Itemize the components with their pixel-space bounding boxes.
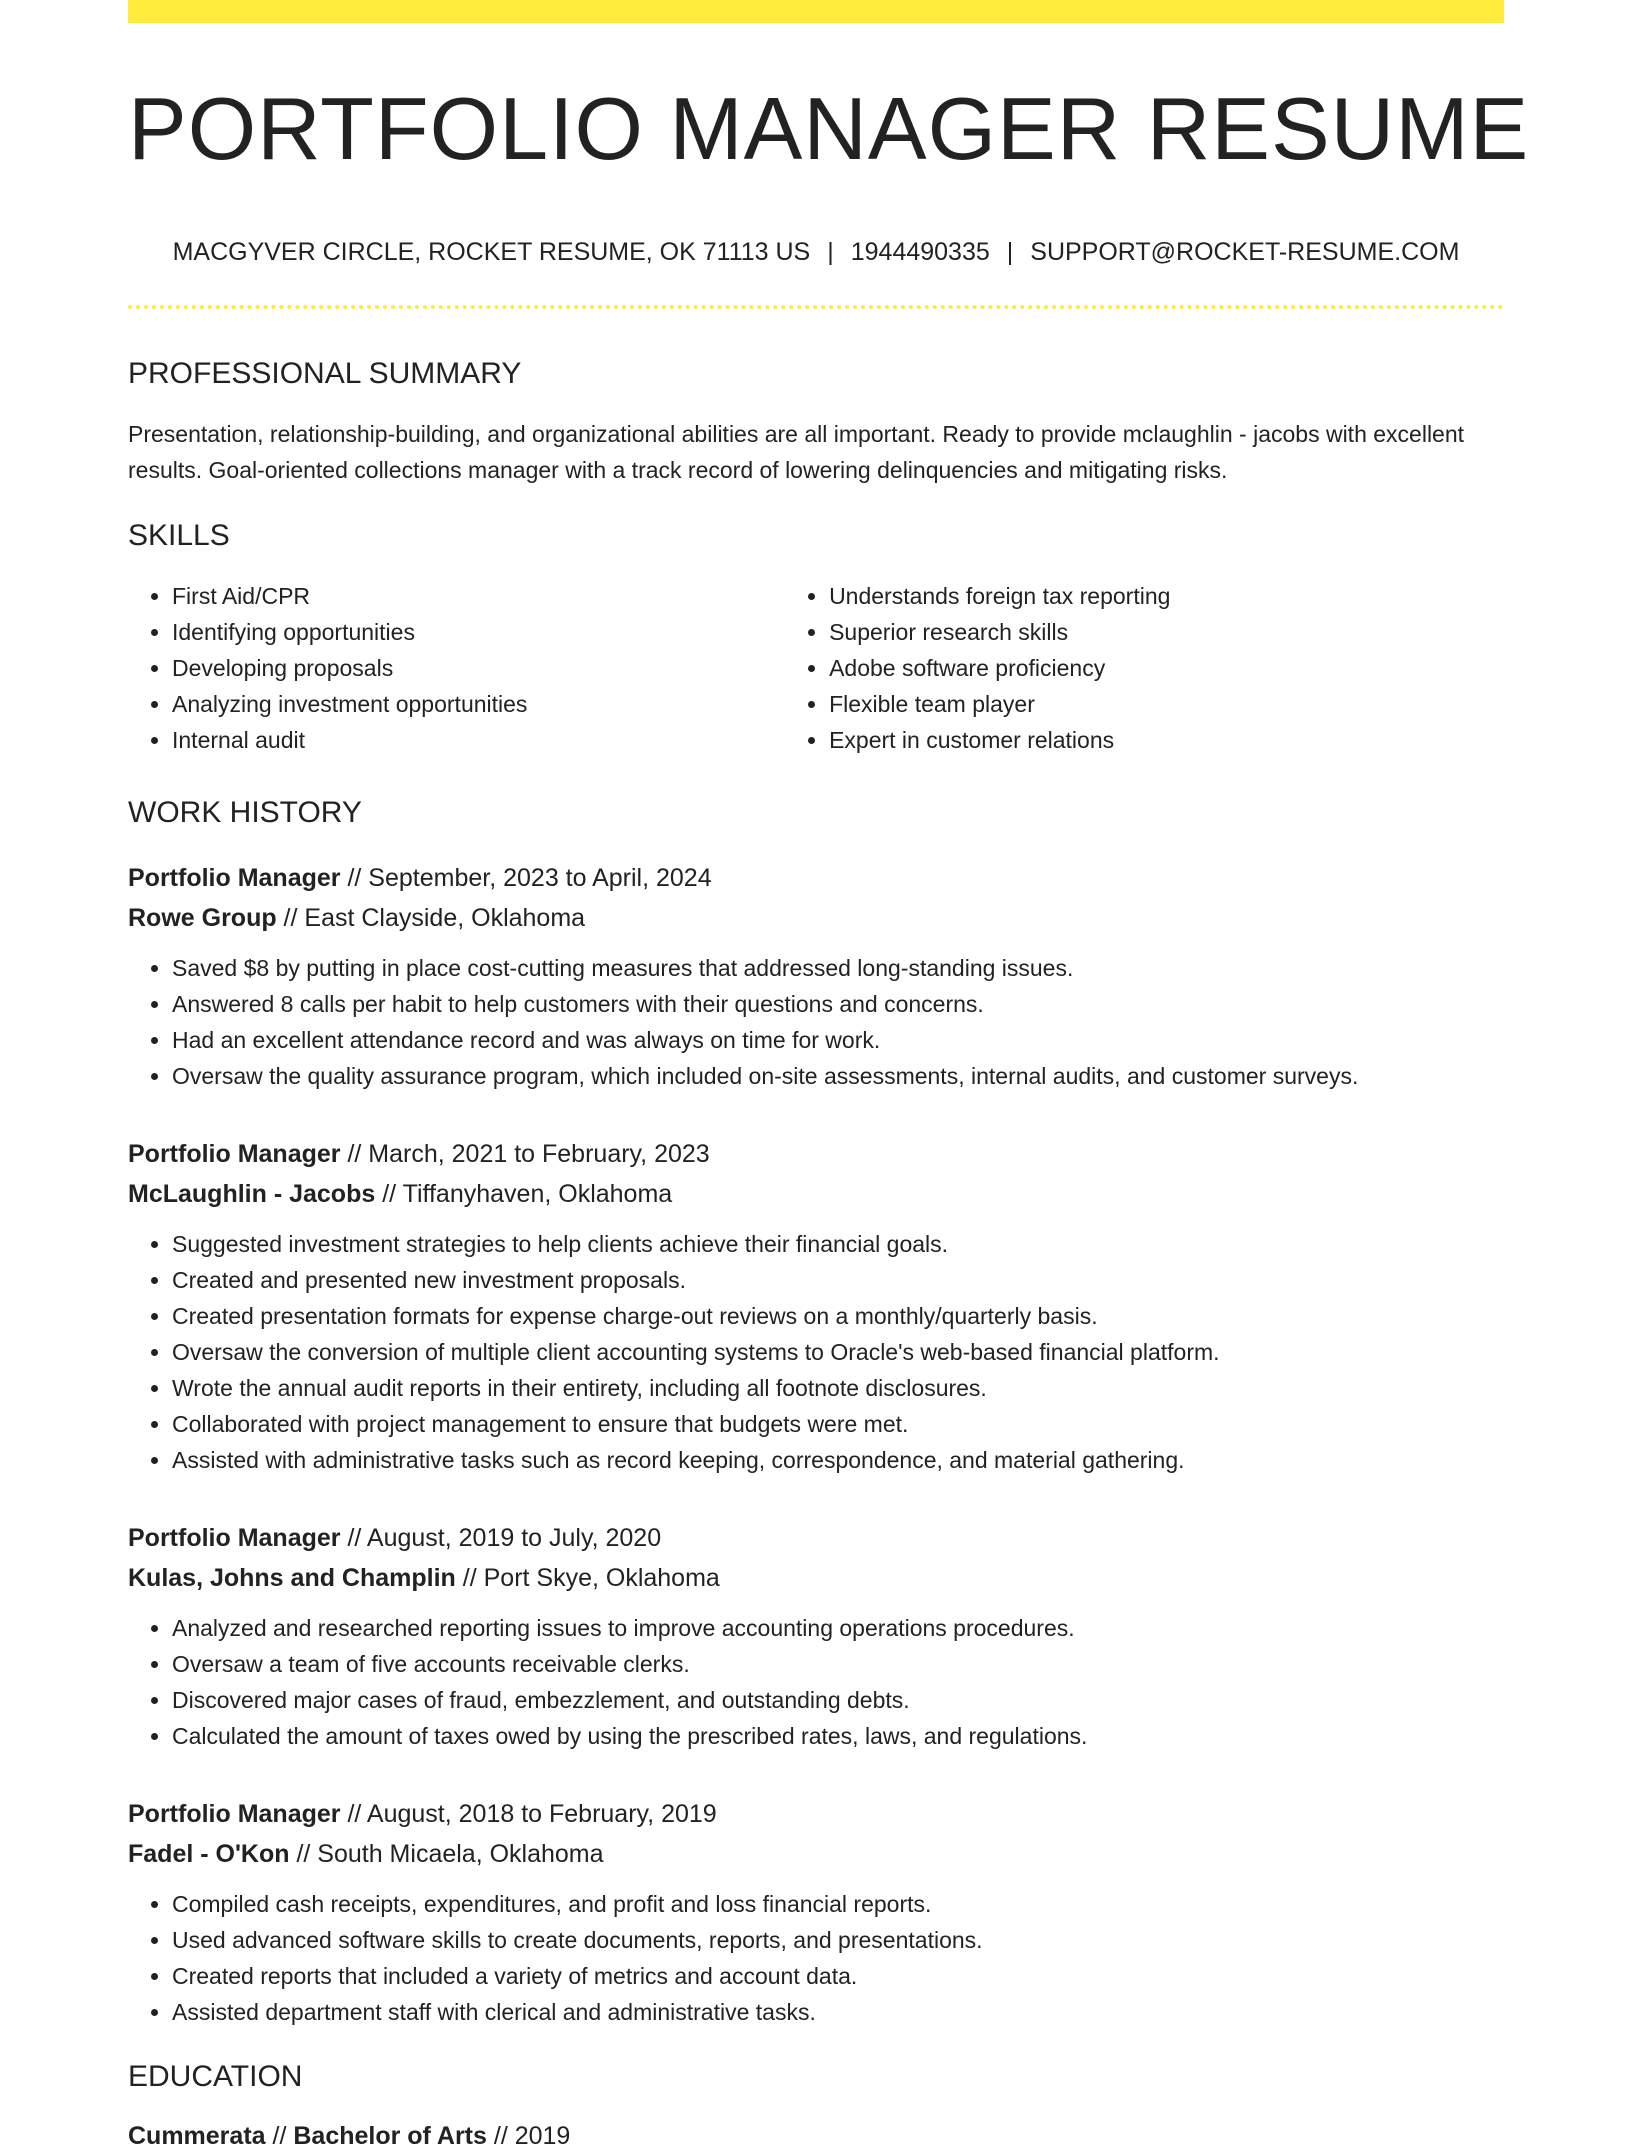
skills-column-right (785, 578, 1504, 758)
job-bullet: • Used advanced software skills to create documents, reports, and presentations. (172, 1922, 1504, 1958)
job-bullet: • Created reports that included a variety of metrics and account data. (172, 1958, 1504, 1994)
job-bullet: • Analyzed and researched reporting issues to improve accounting operations procedures. (172, 1610, 1504, 1646)
job-entry (128, 858, 1504, 1094)
job-location: // East Clayside, Oklahoma (276, 904, 586, 932)
job-bullet: • Created presentation formats for expense charge-out reviews on a monthly/quarterly basis. (172, 1298, 1504, 1334)
job-bullet: • Oversaw the quality assurance program, which included on-site assessments, internal audits, and customer surveys. (172, 1058, 1504, 1094)
work-history-heading: WORK HISTORY (128, 796, 362, 829)
contact-separator: | (1006, 238, 1014, 266)
skill-item: • Understands foreign tax reporting (829, 578, 1504, 614)
job-dates: // August, 2019 to July, 2020 (340, 1524, 662, 1552)
contact-phone: 1944490335 (850, 238, 990, 266)
education-degree: Bachelor of Arts (293, 2122, 487, 2150)
job-company: Kulas, Johns and Champlin (128, 1564, 456, 1592)
job-bullets (128, 950, 1504, 1094)
job-title-line (128, 858, 1504, 898)
job-role: Portfolio Manager (128, 1524, 341, 1552)
job-bullet: • Assisted department staff with clerical and administrative tasks. (172, 1994, 1504, 2030)
education-entry: Cummerata // Bachelor of Arts // 2019 (128, 2122, 571, 2150)
skill-item: • Expert in customer relations (829, 722, 1504, 758)
skill-item: • Adobe software proficiency (829, 650, 1504, 686)
job-entry (128, 1518, 1504, 1754)
skill-item: • First Aid/CPR (172, 578, 785, 614)
skill-item: • Internal audit (172, 722, 785, 758)
job-company: McLaughlin - Jacobs (128, 1180, 376, 1208)
job-role: Portfolio Manager (128, 1140, 341, 1168)
skill-item: • Superior research skills (829, 614, 1504, 650)
education-school: Cummerata (128, 2122, 266, 2150)
job-entry (128, 1794, 1504, 2030)
accent-bar (128, 0, 1504, 23)
job-title-line (128, 1134, 1504, 1174)
job-company-line (128, 898, 1504, 938)
job-bullet: • Answered 8 calls per habit to help customers with their questions and concerns. (172, 986, 1504, 1022)
job-title-line (128, 1518, 1504, 1558)
skill-item: • Flexible team player (829, 686, 1504, 722)
job-bullets (128, 1886, 1504, 2030)
job-bullet: • Calculated the amount of taxes owed by using the prescribed rates, laws, and regulations. (172, 1718, 1504, 1754)
job-bullets (128, 1226, 1504, 1478)
job-bullet: • Created and presented new investment proposals. (172, 1262, 1504, 1298)
resume-page (128, 0, 1530, 2156)
education-heading: EDUCATION (128, 2060, 303, 2093)
job-bullet: • Saved $8 by putting in place cost-cutting measures that addressed long-standing issues. (172, 950, 1504, 986)
job-bullet: • Assisted with administrative tasks such as record keeping, correspondence, and material gathering. (172, 1442, 1504, 1478)
contact-address: MACGYVER CIRCLE, ROCKET RESUME, OK 71113 US (172, 238, 811, 266)
job-location: // South Micaela, Oklahoma (289, 1840, 604, 1868)
job-bullet: • Discovered major cases of fraud, embezzlement, and outstanding debts. (172, 1682, 1504, 1718)
job-dates: // September, 2023 to April, 2024 (340, 864, 712, 892)
job-company-line (128, 1834, 1504, 1874)
job-bullet: • Suggested investment strategies to help clients achieve their financial goals. (172, 1226, 1504, 1262)
summary-text: Presentation, relationship-building, and organizational abilities are all important. Ready to provide mclaughlin - jacobs with excellent results. Goal-oriented collections manager with a track record of lowering delinquencies and mitigating risks. (128, 421, 1465, 483)
skills-list (128, 578, 1504, 758)
job-company: Fadel - O'Kon (128, 1840, 290, 1868)
job-bullet: • Oversaw the conversion of multiple client accounting systems to Oracle's web-based financial platform. (172, 1334, 1504, 1370)
skill-item: • Identifying opportunities (172, 614, 785, 650)
dotted-divider (128, 305, 1504, 309)
job-company-line (128, 1174, 1504, 1214)
job-role: Portfolio Manager (128, 1800, 341, 1828)
contact-separator: | (827, 238, 834, 266)
job-dates: // August, 2018 to February, 2019 (340, 1800, 717, 1828)
summary-heading: PROFESSIONAL SUMMARY (128, 357, 522, 390)
skills-heading: SKILLS (128, 519, 230, 552)
contact-email: SUPPORT@ROCKET-RESUME.COM (1030, 238, 1460, 266)
job-dates: // March, 2021 to February, 2023 (340, 1140, 710, 1168)
skills-column-left (128, 578, 785, 758)
job-bullets (128, 1610, 1504, 1754)
education-year: 2019 (514, 2122, 571, 2150)
job-location: // Port Skye, Oklahoma (455, 1564, 720, 1592)
job-bullet: • Compiled cash receipts, expenditures, and profit and loss financial reports. (172, 1886, 1504, 1922)
job-bullet: • Had an excellent attendance record and was always on time for work. (172, 1022, 1504, 1058)
page-title: PORTFOLIO MANAGER RESUME (128, 79, 1530, 178)
job-bullet: • Oversaw a team of five accounts receivable clerks. (172, 1646, 1504, 1682)
job-company-line (128, 1558, 1504, 1598)
skill-item: • Analyzing investment opportunities (172, 686, 785, 722)
job-role: Portfolio Manager (128, 864, 341, 892)
job-bullet: • Wrote the annual audit reports in their entirety, including all footnote disclosures. (172, 1370, 1504, 1406)
job-entry (128, 1134, 1504, 1478)
contact-line (128, 240, 1504, 265)
job-company: Rowe Group (128, 904, 277, 932)
job-bullet: • Collaborated with project management to ensure that budgets were met. (172, 1406, 1504, 1442)
job-title-line (128, 1794, 1504, 1834)
job-location: // Tiffanyhaven, Oklahoma (375, 1180, 673, 1208)
skill-item: • Developing proposals (172, 650, 785, 686)
